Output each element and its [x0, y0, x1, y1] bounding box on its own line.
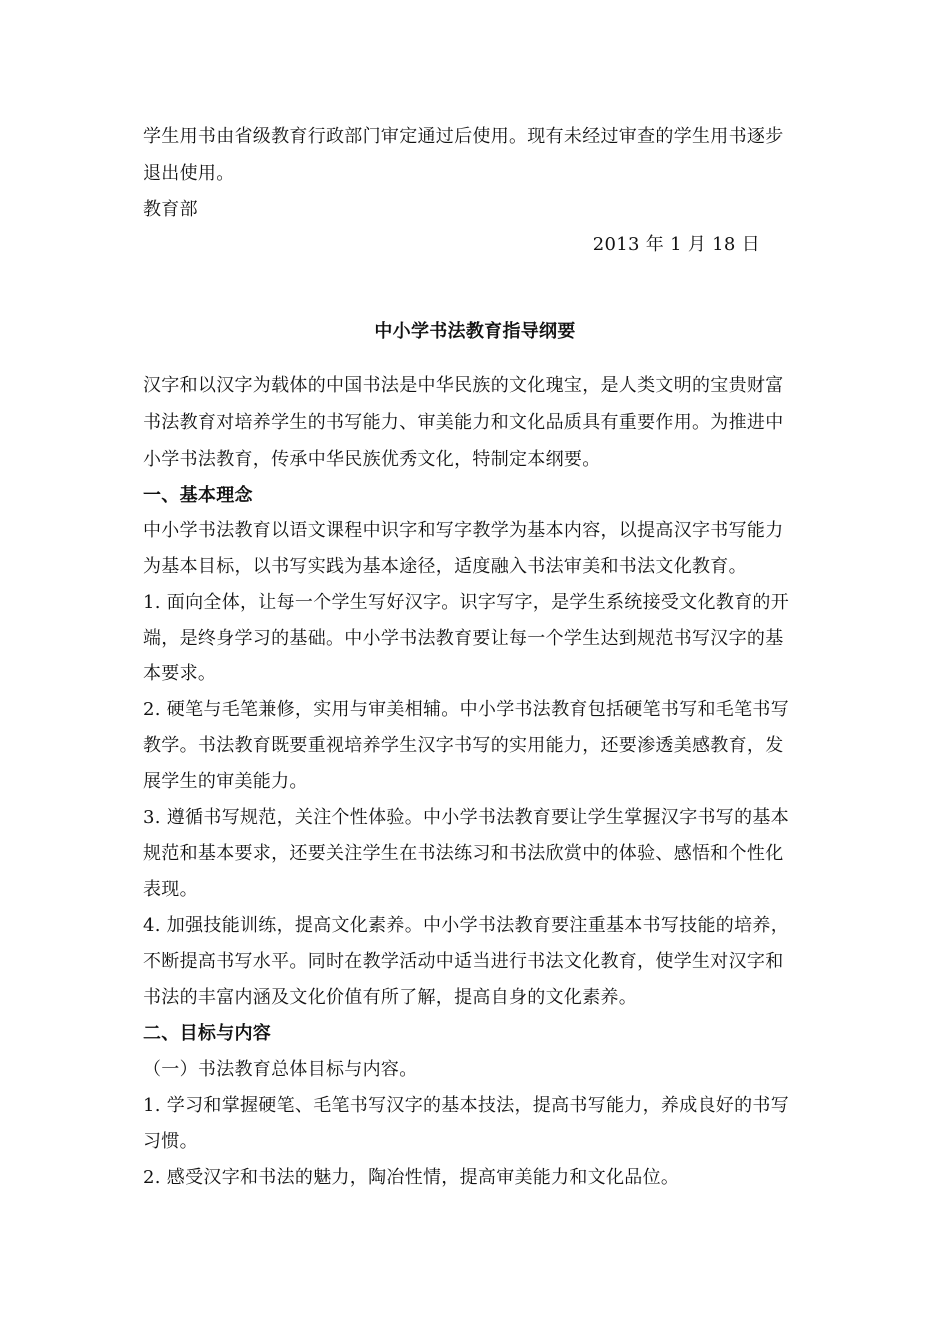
paragraph-line: 为基本目标，以书写实践为基本途径，适度融入书法审美和书法文化教育。: [143, 556, 747, 577]
paragraph-line: 中小学书法教育以语文课程中识字和写字教学为基本内容，以提高汉字书写能力: [143, 520, 784, 541]
top-paragraph-line: 退出使用。: [143, 163, 235, 184]
paragraph-line: 不断提高书写水平。同时在教学活动中适当进行书法文化教育，使学生对汉字和: [143, 951, 784, 972]
paragraph-line: 习惯。: [143, 1131, 198, 1152]
section-heading: 一、基本理念: [143, 485, 253, 506]
paragraph-line: 1. 面向全体，让每一个学生写好汉字。识字写字，是学生系统接受文化教育的开: [143, 592, 789, 613]
intro-line: 小学书法教育，传承中华民族优秀文化，特制定本纲要。: [143, 449, 601, 470]
paragraph-line: 3. 遵循书写规范，关注个性体验。中小学书法教育要让学生掌握汉字书写的基本: [143, 807, 789, 828]
issuer-name: 教育部: [143, 199, 198, 220]
paragraph-line: 教学。书法教育既要重视培养学生汉字书写的实用能力，还要渗透美感教育，发: [143, 735, 784, 756]
document-title: 中小学书法教育指导纲要: [374, 321, 576, 342]
paragraph-line: 2. 硬笔与毛笔兼修，实用与审美相辅。中小学书法教育包括硬笔书写和毛笔书写: [143, 699, 789, 720]
paragraph-line: 2. 感受汉字和书法的魅力，陶冶性情，提高审美能力和文化品位。: [143, 1167, 680, 1188]
paragraph-line: 1. 学习和掌握硬笔、毛笔书写汉字的基本技法，提高书写能力，养成良好的书写: [143, 1095, 789, 1116]
issue-date: 2013 年 1 月 18 日: [592, 234, 760, 255]
paragraph-line: 4. 加强技能训练，提高文化素养。中小学书法教育要注重基本书写技能的培养，: [143, 915, 789, 936]
paragraph-line: 本要求。: [143, 663, 217, 684]
top-paragraph-line: 学生用书由省级教育行政部门审定通过后使用。现有未经过审查的学生用书逐步: [143, 126, 784, 147]
paragraph-line: 表现。: [143, 879, 198, 900]
paragraph-line: 书法的丰富内涵及文化价值有所了解，提高自身的文化素养。: [143, 987, 638, 1008]
intro-line: 汉字和以汉字为载体的中国书法是中华民族的文化瑰宝，是人类文明的宝贵财富: [143, 375, 784, 396]
paragraph-line: 规范和基本要求，还要关注学生在书法练习和书法欣赏中的体验、感悟和个性化: [143, 843, 784, 864]
section-heading: 二、目标与内容: [143, 1023, 272, 1044]
paragraph-line: 端，是终身学习的基础。中小学书法教育要让每一个学生达到规范书写汉字的基: [143, 628, 784, 649]
paragraph-line: 展学生的审美能力。: [143, 771, 308, 792]
paragraph-line: （一）书法教育总体目标与内容。: [143, 1059, 418, 1080]
intro-line: 书法教育对培养学生的书写能力、审美能力和文化品质具有重要作用。为推进中: [143, 412, 784, 433]
